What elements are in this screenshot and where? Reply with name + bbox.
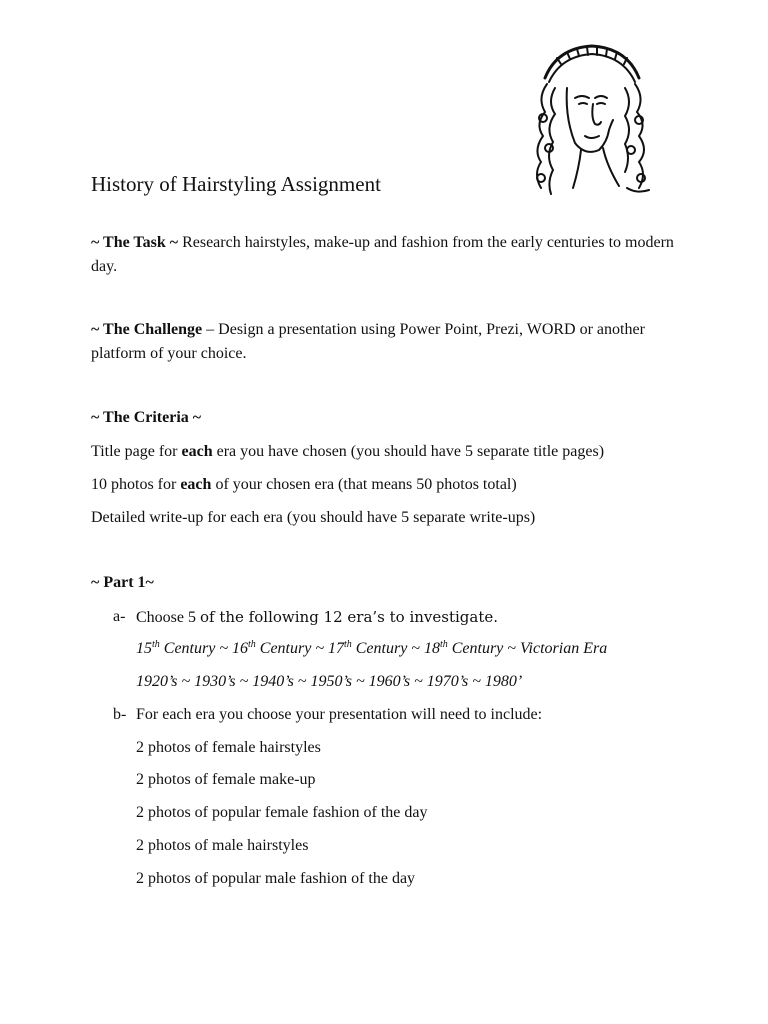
- criteria-line-1-pre: Title page for: [91, 443, 182, 460]
- part1-item-a-marker: a-: [113, 608, 126, 625]
- criteria-line-1: [91, 440, 604, 464]
- part1-item-b: For each era you choose your presentation will need to include:: [136, 706, 543, 723]
- part1-item-a-text-2: of the following 12 era’s to investigate.: [200, 608, 499, 626]
- criteria-heading: ~ The Criteria ~: [91, 409, 202, 426]
- criteria-line-1-post: era you have chosen (you should have 5 separate title pages): [212, 443, 605, 460]
- part1-item-b-marker: b-: [113, 706, 127, 723]
- criteria-line-2-bold: each: [180, 476, 212, 493]
- criteria-line-2-pre: 10 photos for: [91, 476, 181, 493]
- criteria-line-3: Detailed write-up for each era (you should have 5 separate write-ups): [91, 509, 536, 526]
- challenge-text: – Design a presentation using Power Point, Prezi, WORD or another platform of your choice.: [91, 321, 645, 362]
- criteria-line-1-bold: each: [181, 443, 213, 460]
- list-item: 2 photos of female hairstyles: [136, 739, 321, 756]
- part1-item-a-text: Choose 5: [136, 609, 200, 626]
- era-15th: 15th Century ~: [136, 639, 232, 657]
- task-paragraph: [91, 231, 691, 279]
- era-17th: 17th Century ~: [327, 639, 424, 657]
- criteria-line-2: [91, 473, 517, 497]
- task-label: ~ The Task ~: [91, 234, 179, 251]
- list-item: 2 photos of popular male fashion of the day: [136, 870, 416, 887]
- classical-head-illustration: [527, 38, 657, 198]
- challenge-paragraph: [91, 318, 691, 366]
- era-16th: 16th Century ~: [231, 639, 328, 657]
- eras-line-1: [136, 637, 607, 661]
- eras-line-2: 1920’s ~ 1930’s ~ 1940’s ~ 1950’s ~ 1960’s ~ 1970’s ~ 1980’: [136, 673, 523, 690]
- era-18th: 18th Century ~ Victorian Era: [423, 639, 608, 657]
- part1-item-a: [136, 605, 498, 630]
- page-title: History of Hairstyling Assignment: [91, 172, 381, 196]
- challenge-label: ~ The Challenge: [91, 321, 203, 338]
- task-text: Research hairstyles, make-up and fashion from the early centuries to modern day.: [91, 234, 674, 275]
- part1-heading: ~ Part 1~: [91, 574, 154, 591]
- list-item: 2 photos of female make-up: [136, 771, 316, 788]
- list-item: 2 photos of popular female fashion of the day: [136, 804, 428, 821]
- criteria-line-2-post: of your chosen era (that means 50 photos total): [211, 476, 517, 493]
- list-item: 2 photos of male hairstyles: [136, 837, 309, 854]
